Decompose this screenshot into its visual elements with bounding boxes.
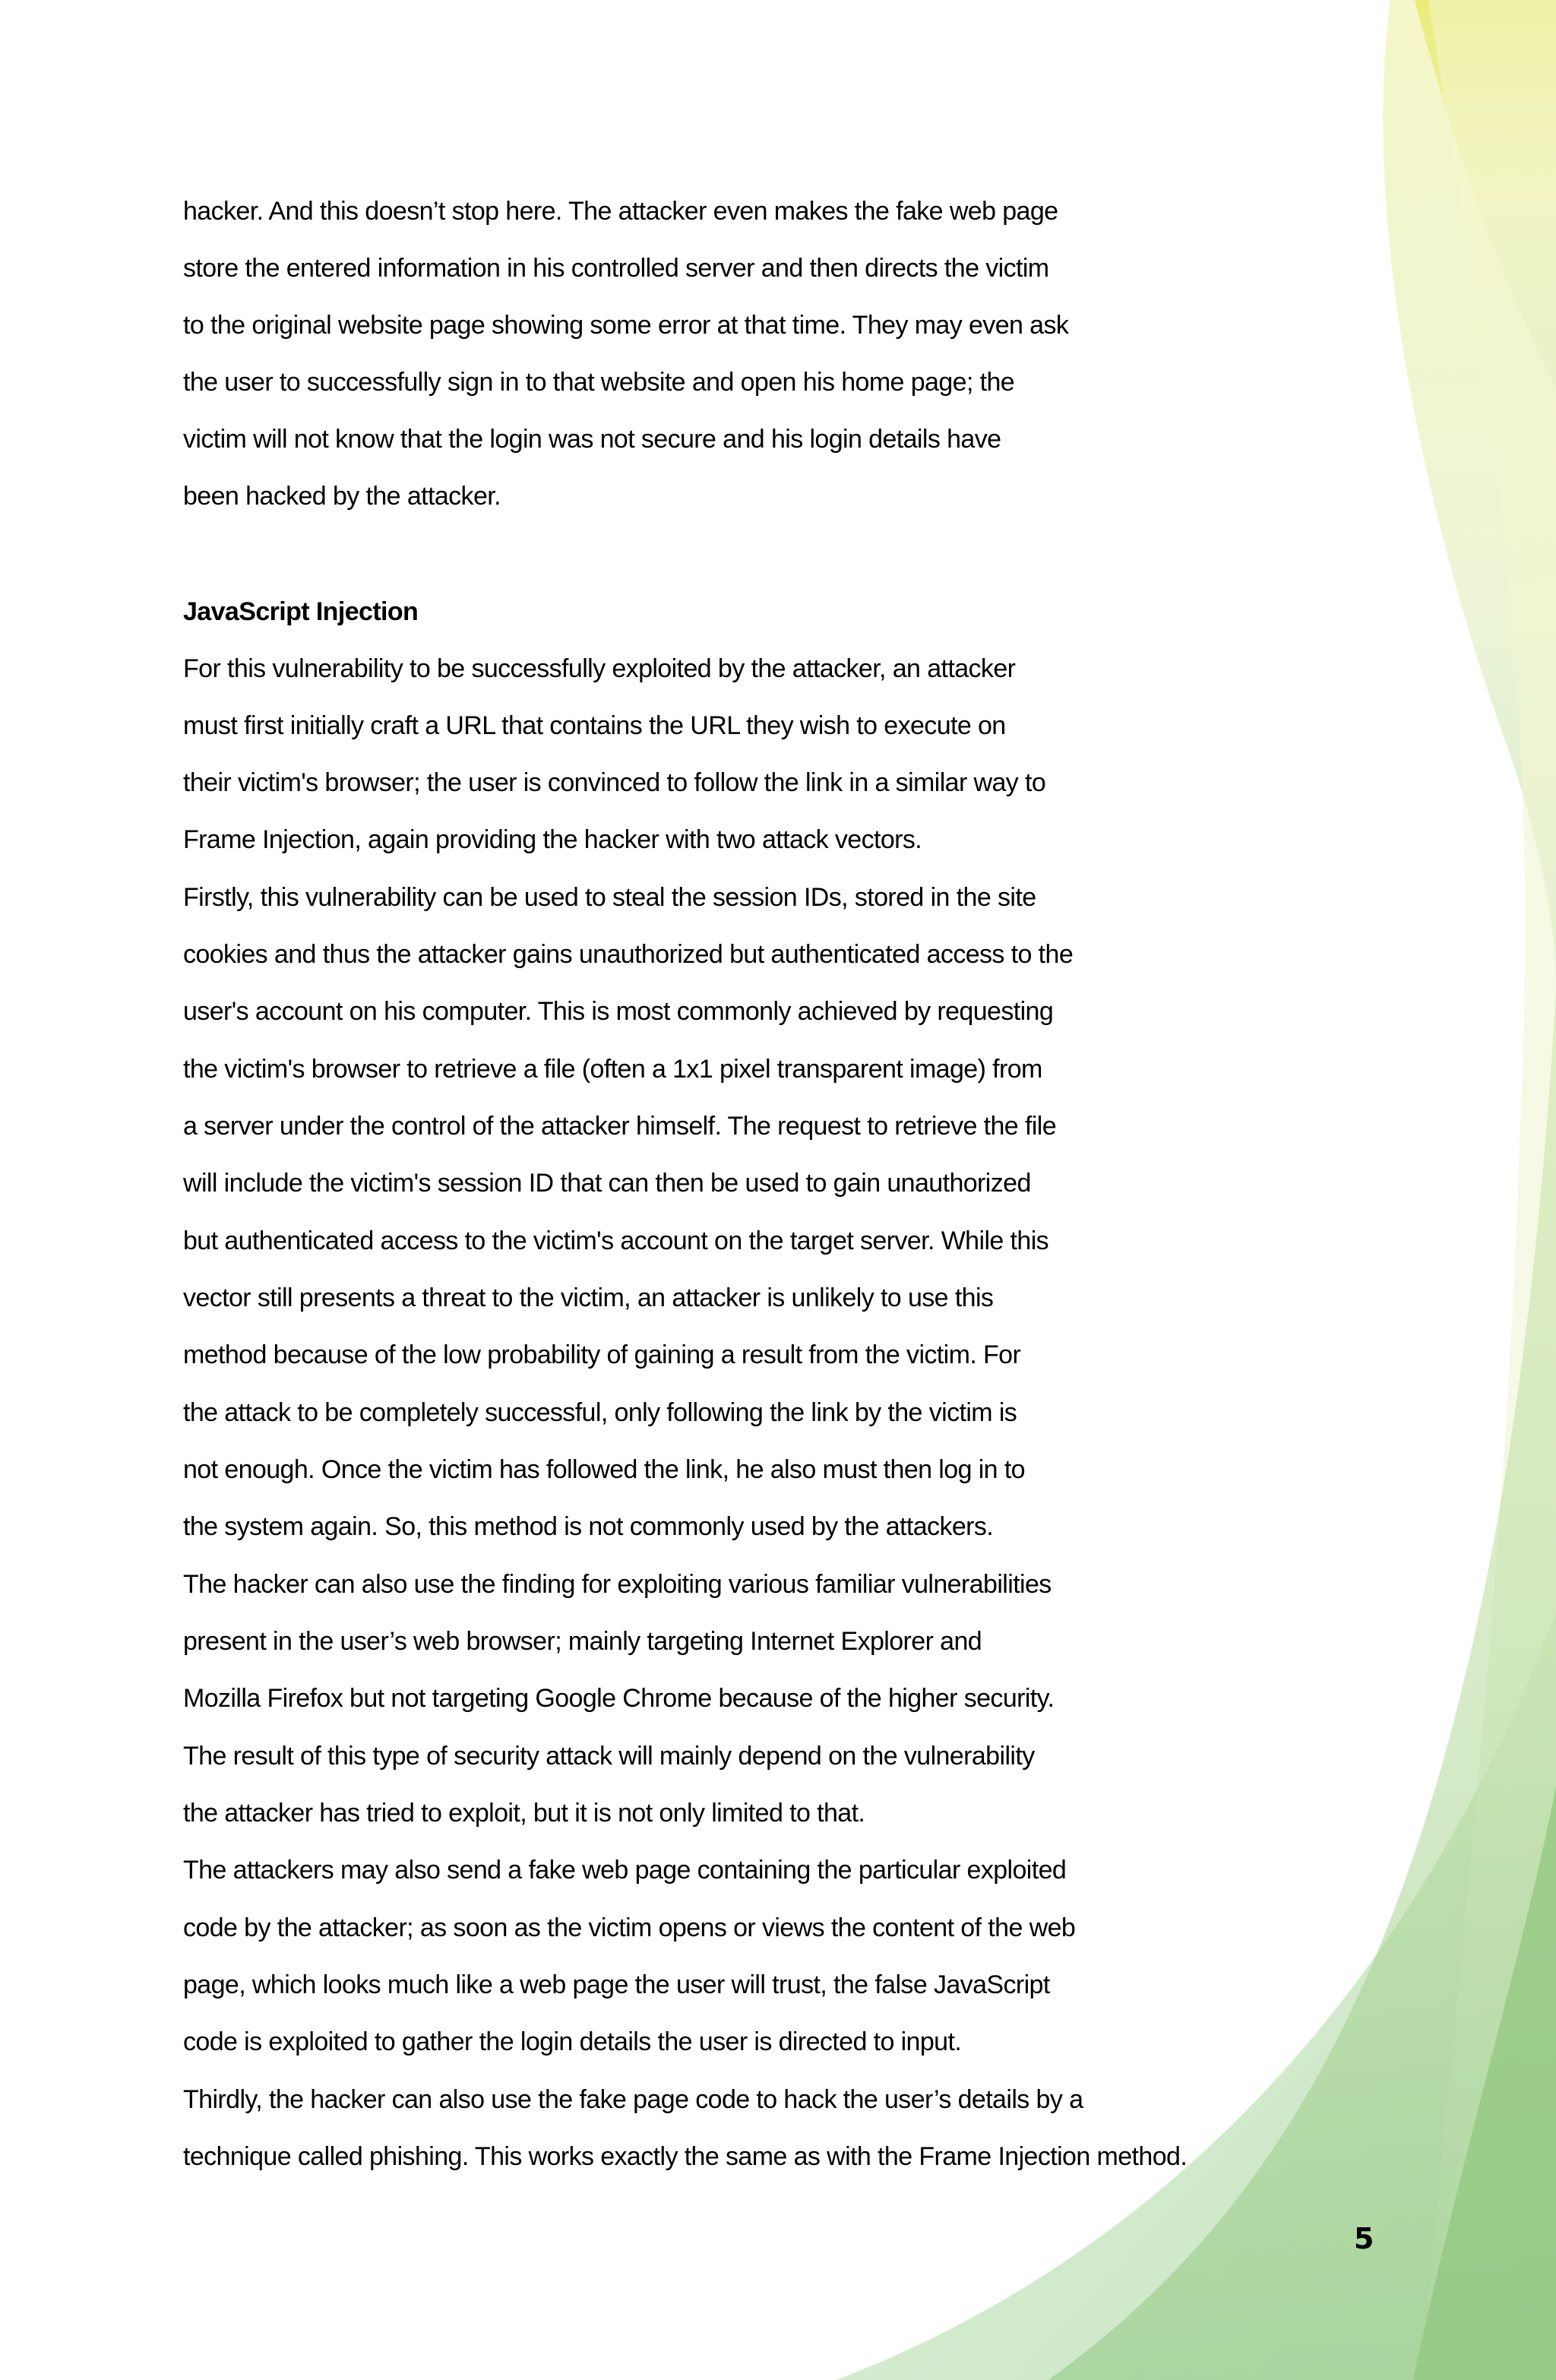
paragraph-line: The result of this type of security attack will mainly depend on the vulnerability bbox=[183, 1742, 1035, 1771]
paragraph-line: For this vulnerability to be successfully exploited by the attacker, an attacker bbox=[183, 654, 1016, 683]
paragraph-line: hacker. And this doesn’t stop here. The attacker even makes the fake web page bbox=[183, 197, 1058, 226]
paragraph-line: been hacked by the attacker. bbox=[183, 482, 501, 511]
paragraph-line: Firstly, this vulnerability can be used to steal the session IDs, stored in the site bbox=[183, 883, 1036, 912]
paragraph-line: vector still presents a threat to the victim, an attacker is unlikely to use this bbox=[183, 1283, 994, 1312]
paragraph-line: their victim's browser; the user is convinced to follow the link in a similar way to bbox=[183, 768, 1046, 797]
paragraph-line: cookies and thus the attacker gains unauthorized but authenticated access to the bbox=[183, 940, 1074, 969]
paragraph-line: Mozilla Firefox but not targeting Google Chrome because of the higher security. bbox=[183, 1684, 1055, 1713]
paragraph-line: technique called phishing. This works exactly the same as with the Frame Injection method. bbox=[183, 2142, 1188, 2171]
paragraph-line: The attackers may also send a fake web page containing the particular exploited bbox=[183, 1856, 1067, 1885]
page-number: 5 bbox=[1354, 2222, 1374, 2255]
paragraph-line: Frame Injection, again providing the hacker with two attack vectors. bbox=[183, 825, 922, 854]
paragraph-line: the system again. So, this method is not commonly used by the attackers. bbox=[183, 1512, 994, 1541]
section-heading: JavaScript Injection bbox=[183, 597, 419, 626]
paragraph-line: the attacker has tried to exploit, but it is not only limited to that. bbox=[183, 1799, 865, 1828]
paragraph-line: the attack to be completely successful, only following the link by the victim is bbox=[183, 1398, 1017, 1427]
paragraph-line: victim will not know that the login was not secure and his login details have bbox=[183, 425, 1001, 454]
paragraph-line: to the original website page showing some error at that time. They may even ask bbox=[183, 311, 1069, 340]
paragraph-line: page, which looks much like a web page the user will trust, the false JavaScript bbox=[183, 1970, 1050, 1999]
paragraph-line: a server under the control of the attacker himself. The request to retrieve the file bbox=[183, 1112, 1057, 1141]
paragraph-line: present in the user’s web browser; mainly targeting Internet Explorer and bbox=[183, 1627, 982, 1656]
paragraph-line: not enough. Once the victim has followed the link, he also must then log in to bbox=[183, 1455, 1025, 1484]
paragraph-line: the user to successfully sign in to that website and open his home page; the bbox=[183, 368, 1015, 397]
paragraph-line: store the entered information in his controlled server and then directs the victim bbox=[183, 254, 1049, 283]
paragraph-line: Thirdly, the hacker can also use the fake page code to hack the user’s details by a bbox=[183, 2085, 1083, 2114]
paragraph-line: code by the attacker; as soon as the victim opens or views the content of the web bbox=[183, 1913, 1076, 1942]
paragraph-line: user's account on his computer. This is most commonly achieved by requesting bbox=[183, 997, 1054, 1026]
paragraph-line: The hacker can also use the finding for exploiting various familiar vulnerabilities bbox=[183, 1570, 1052, 1599]
paragraph-line: must first initially craft a URL that contains the URL they wish to execute on bbox=[183, 711, 1006, 740]
paragraph-line: code is exploited to gather the login details the user is directed to input. bbox=[183, 2027, 962, 2056]
paragraph-line: the victim's browser to retrieve a file (often a 1x1 pixel transparent image) from bbox=[183, 1055, 1042, 1084]
paragraph-line: method because of the low probability of gaining a result from the victim. For bbox=[183, 1340, 1021, 1369]
paragraph-line: but authenticated access to the victim's account on the target server. While this bbox=[183, 1226, 1049, 1255]
paragraph-line: will include the victim's session ID that can then be used to gain unauthorized bbox=[183, 1169, 1031, 1198]
